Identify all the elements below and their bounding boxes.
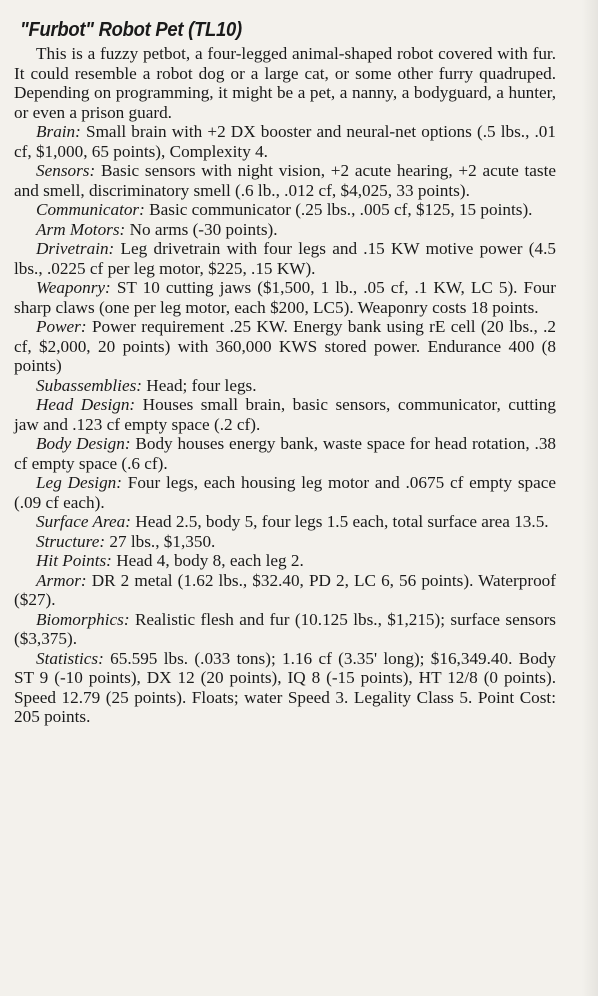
stat-entry-label: Armor: xyxy=(36,570,87,590)
stat-entry-text: ST 10 cutting jaws ($1,500, 1 lb., .05 cf, .1 KW, LC 5). Four sharp claws (one per leg motor, each $200, LC5). Weaponry costs 18 points. xyxy=(14,278,556,317)
stat-entry-text: Head 4, body 8, each leg 2. xyxy=(111,551,304,570)
stat-entry-label: Sensors: xyxy=(36,161,96,180)
stat-entry-label: Structure: xyxy=(36,531,106,551)
stat-entry xyxy=(14,122,556,161)
stat-entry xyxy=(14,512,556,532)
stat-entry-label: Arm Motors: xyxy=(36,219,126,239)
stat-entry xyxy=(14,317,556,376)
stat-entry-text: DR 2 metal (1.62 lbs., $32.40, PD 2, LC 6, 56 points). Waterproof ($27). xyxy=(14,570,556,609)
stat-entry xyxy=(14,161,556,200)
stat-entry-text: Body houses energy bank, waste space for head rotation, .38 cf empty space (.6 cf). xyxy=(14,434,557,473)
stat-entry-text: Basic sensors with night vision, +2 acute hearing, +2 acute taste and smell, discriminatory smell (.6 lb., .012 cf, $4,025, 33 points). xyxy=(14,161,556,200)
stat-entry-text: Four legs, each housing leg motor and .0675 cf empty space (.09 cf each). xyxy=(14,473,556,512)
stat-entry-label: Head Design: xyxy=(36,395,136,414)
stat-entry xyxy=(14,473,556,512)
stat-entry xyxy=(14,551,556,571)
stat-entry xyxy=(14,532,556,552)
stat-entry-label: Body Design: xyxy=(36,434,131,453)
stat-entry xyxy=(14,571,556,610)
stat-entry-text: Basic communicator (.25 lbs., .005 cf, $125, 15 points). xyxy=(144,200,533,219)
stat-entry-label: Communicator: xyxy=(36,200,145,219)
stat-entry-label: Biomorphics: xyxy=(36,609,130,629)
stat-entry-label: Drivetrain: xyxy=(36,239,115,258)
stat-entry-text: Leg drivetrain with four legs and .15 KW motive power (4.5 lbs., .0225 cf per leg motor, $225, .15 KW). xyxy=(14,239,556,278)
stat-entry-label: Surface Area: xyxy=(36,512,131,531)
stat-entry-label: Hit Points: xyxy=(36,551,112,570)
page-title: "Furbot" Robot Pet (TL10) xyxy=(20,18,242,41)
stat-entry xyxy=(14,376,556,396)
stat-entry-label: Brain: xyxy=(36,122,81,141)
stat-entry xyxy=(14,649,556,727)
stat-entry-text: Head; four legs. xyxy=(141,375,257,395)
stat-entry xyxy=(14,395,556,434)
stat-entries xyxy=(14,122,556,727)
stat-entry xyxy=(14,239,556,278)
stat-entry-text: 27 lbs., $1,350. xyxy=(105,531,216,551)
stat-entry-label: Statistics: xyxy=(36,648,104,668)
stat-entry-label: Subassemblies: xyxy=(36,375,142,395)
stat-entry-label: Weaponry: xyxy=(36,278,111,297)
page-fold-shadow xyxy=(582,0,598,996)
stat-entry-label: Leg Design: xyxy=(36,473,122,492)
intro-paragraph: This is a fuzzy petbot, a four-legged animal-shaped robot covered with fur. It could resemble a robot dog or a large cat, or some other furry quadruped. Depending on programming, it might be a pet, a nanny, a bodyguard, a hunter, or even a prison guard. xyxy=(14,44,556,122)
stat-entry-text: Small brain with +2 DX booster and neural-net options (.5 lbs., .01 cf, $1,000, 65 points), Complexity 4. xyxy=(14,122,556,161)
stat-entry-label: Power: xyxy=(36,317,87,336)
stat-entry xyxy=(14,200,556,220)
stat-entry xyxy=(14,434,556,473)
stat-entry xyxy=(14,278,556,317)
stat-entry-text: Houses small brain, basic sensors, communicator, cutting jaw and .123 cf empty space (.2 cf). xyxy=(14,395,556,434)
stat-entry-text: Realistic flesh and fur (10.125 lbs., $1,215); surface sensors ($3,375). xyxy=(14,609,556,648)
stat-entry xyxy=(14,220,556,240)
stat-entry-text: 65.595 lbs. (.033 tons); 1.16 cf (3.35' long); $16,349.40. Body ST 9 (-10 points), DX 12 (20 points), IQ 8 (-15 points), HT 12/8 (0 points). Speed 12.79 (25 points). Floats; water Speed 3. Legality Class 5. Point Cost: 205 points. xyxy=(14,648,556,726)
stat-entry-text: Head 2.5, body 5, four legs 1.5 each, total surface area 13.5. xyxy=(130,512,549,531)
stat-entry xyxy=(14,610,556,649)
stat-entry-text: Power requirement .25 KW. Energy bank using rE cell (20 lbs., .2 cf, $2,000, 20 points) with 360,000 KWS stored power. Endurance 400 (8 points) xyxy=(14,317,556,375)
stat-entry-text: No arms (-30 points). xyxy=(125,219,278,239)
